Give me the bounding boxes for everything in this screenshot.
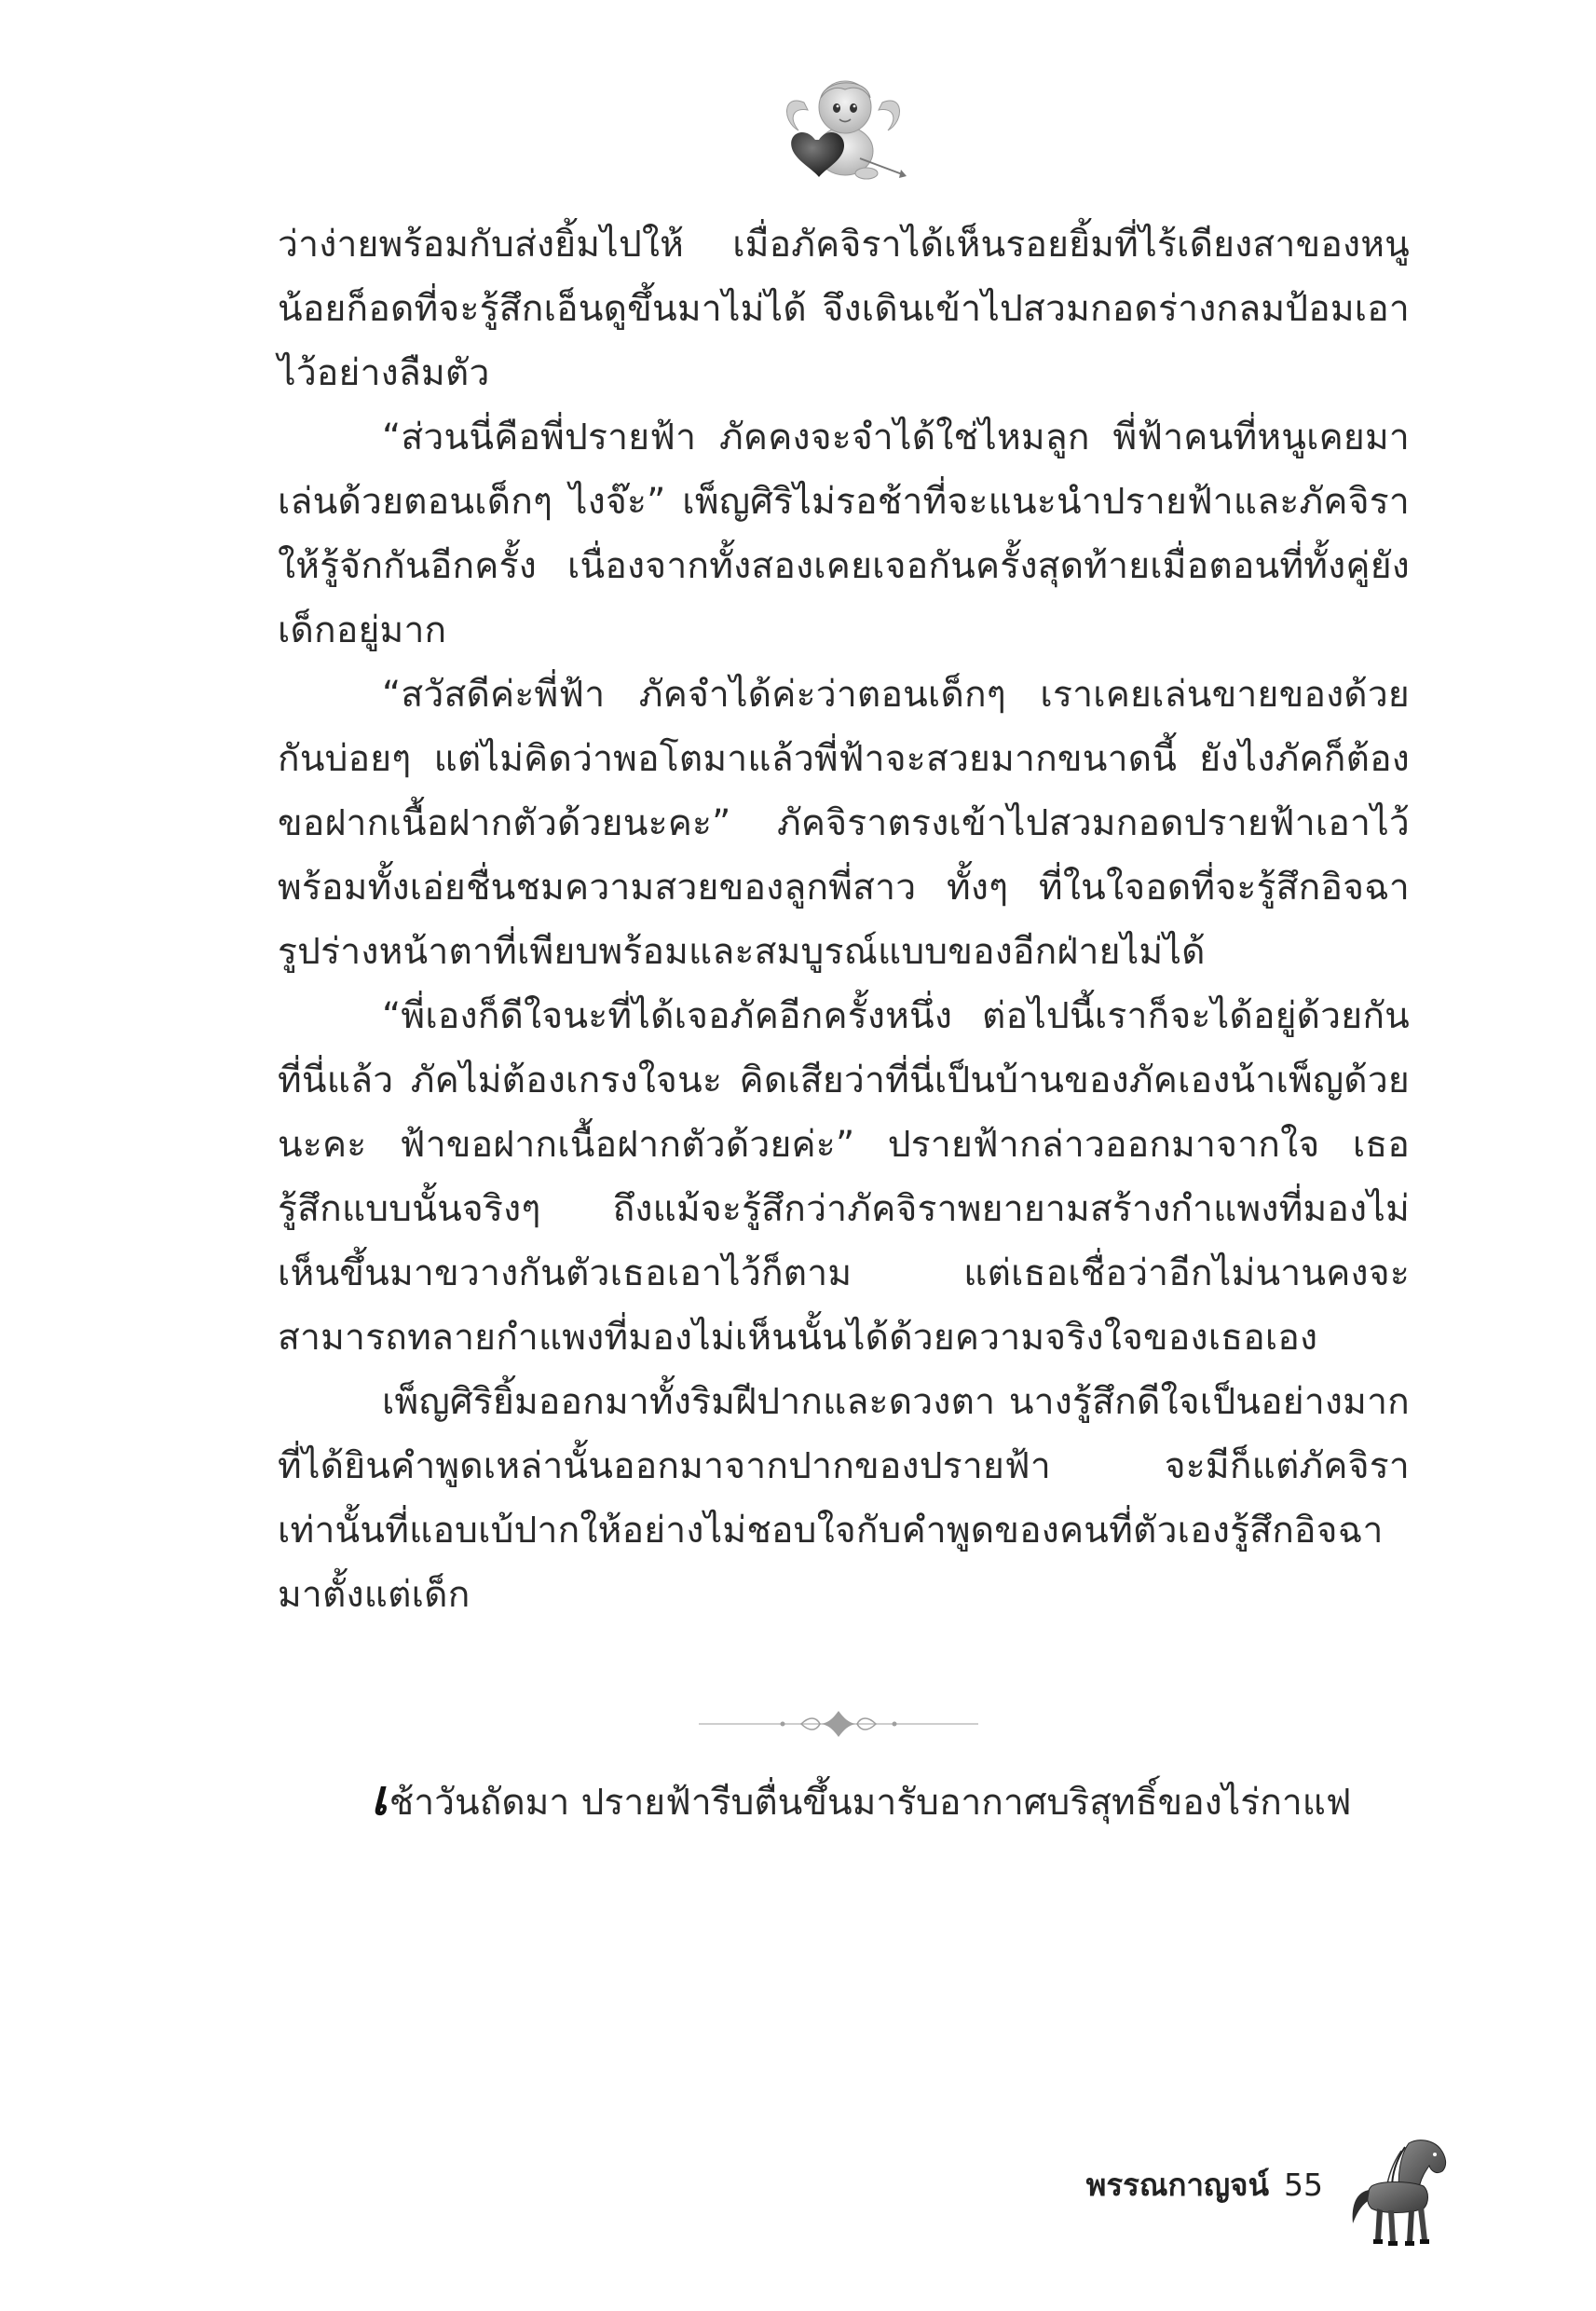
paragraph: “ส่วนนี่คือพี่ปรายฟ้า ภัคคงจะจำได้ใช่ไหมลูก พี่ฟ้าคนที่หนูเคยมาเล่นด้วยตอนเด็กๆ ไงจ๊ะ” เพ็ญศิริไม่รอช้าที่จะแนะนำปรายฟ้าและภัคจิราให้รู้จักกันอีกครั้ง เนื่องจากทั้งสองเคยเจอกันครั้งสุดท้ายเมื่อตอนที่ทั้งคู่ยังเด็กอยู่มาก <box>278 417 1410 651</box>
scene-opening-line <box>371 1766 1410 1835</box>
decorative-divider-icon <box>689 1703 988 1741</box>
cupid-heart-icon <box>778 65 908 186</box>
drop-character: เ <box>371 1770 388 1826</box>
paragraph: “สวัสดีค่ะพี่ฟ้า ภัคจำได้ค่ะว่าตอนเด็กๆ เราเคยเล่นขายของด้วยกันบ่อยๆ แต่ไม่คิดว่าพอโตมาแล้วพี่ฟ้าจะสวยมากขนาดนี้ ยังไงภัคก็ต้องขอฝากเนื้อฝากตัวด้วยนะคะ” ภัคจิราตรงเข้าไปสวมกอดปรายฟ้าเอาไว้ พร้อมทั้งเอ่ยชื่นชมความสวยของลูกพี่สาว ทั้งๆ ที่ในใจอดที่จะรู้สึกอิจฉารูปร่างหน้าตาที่เพียบพร้อมและสมบูรณ์แบบของอีกฝ่ายไม่ได้ <box>278 674 1410 973</box>
footer-label <box>1086 2160 1323 2209</box>
paragraph: “พี่เองก็ดีใจนะที่ได้เจอภัคอีกครั้งหนึ่ง ต่อไปนี้เราก็จะได้อยู่ด้วยกันที่นี่แล้ว ภัคไม่ต้องเกรงใจนะ คิดเสียว่าที่นี่เป็นบ้านของภัคเองน้าเพ็ญด้วยนะคะ ฟ้าขอฝากเนื้อฝากตัวด้วยค่ะ” ปรายฟ้ากล่าวออกมาจากใจ เธอรู้สึกแบบนั้นจริงๆ ถึงแม้จะรู้สึกว่าภัคจิราพยายามสร้างกำแพงที่มองไม่เห็นขึ้นมาขวางกันตัวเธอเอาไว้ก็ตาม แต่เธอเชื่อว่าอีกไม่นานคงจะสามารถทลายกำแพงที่มองไม่เห็นนั้นได้ด้วยความจริงใจของเธอเอง <box>278 995 1410 1359</box>
page-footer <box>1053 2134 1453 2255</box>
author-name: พรรณกาญจน์ <box>1085 2167 1269 2203</box>
paragraph: ว่าง่ายพร้อมกับส่งยิ้มไปให้ เมื่อภัคจิราได้เห็นรอยยิ้มที่ไร้เดียงสาของหนูน้อยก็อดที่จะรู้สึกเอ็นดูขึ้นมาไม่ได้ จึงเดินเข้าไปสวมกอดร่างกลมป้อมเอาไว้อย่างลืมตัว <box>278 224 1410 394</box>
horse-icon <box>1344 2134 1453 2250</box>
paragraph: เพ็ญศิริยิ้มออกมาทั้งริมฝีปากและดวงตา นางรู้สึกดีใจเป็นอย่างมากที่ได้ยินคำพูดเหล่านั้นออกมาจากปากของปรายฟ้า จะมีก็แต่ภัคจิราเท่านั้นที่แอบเบ้ปากให้อย่างไม่ชอบใจกับคำพูดของคนที่ตัวเองรู้สึกอิจฉามาตั้งแต่เด็ก <box>278 1381 1410 1616</box>
body-text <box>278 212 1410 1627</box>
page-number: 55 <box>1284 2167 1323 2203</box>
scene-opening-text: ช้าวันถัดมา ปรายฟ้ารีบตื่นขึ้นมารับอากาศบริสุทธิ์ของไร่กาแฟ <box>389 1782 1352 1824</box>
